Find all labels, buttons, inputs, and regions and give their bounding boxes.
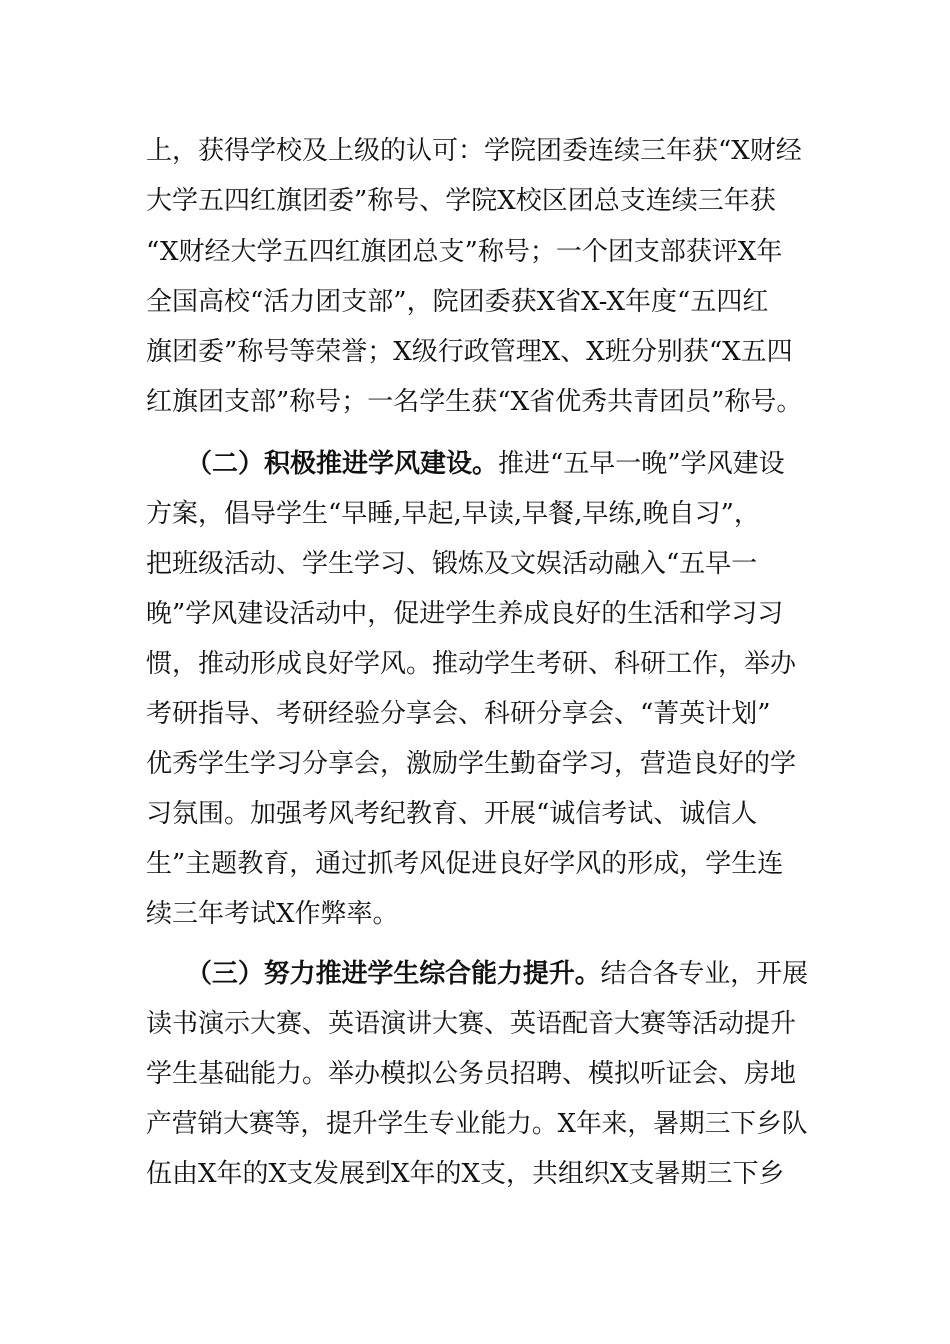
paragraph-first-line (186, 447, 785, 481)
text-line: 把班级活动、学生学习、锻炼及文娱活动融入“五早一 (146, 549, 758, 579)
text-line: 习氛围。加强考风考纪教育、开展“诚信考试、诚信人 (146, 799, 758, 829)
text-line: 生”主题教育，通过抓考风促进良好学风的形成，学生连 (146, 849, 784, 879)
text-line: 优秀学生学习分享会，激励学生勤奋学习，营造良好的学 (146, 749, 797, 779)
text-run: 推进“五早一晚”学风建设 (498, 449, 785, 479)
text-line: 大学五四红旗团委”称号、学院X校区团总支连续三年获 (146, 186, 776, 216)
text-run: 结合各专业，开展 (600, 959, 809, 989)
text-line: 产营销大赛等，提升学生专业能力。X年来，暑期三下乡队 (146, 1109, 808, 1139)
section-heading: （三）努力推进学生综合能力提升。 (186, 959, 601, 989)
text-line: 全国高校“活力团支部”，院团委获X省X-X年度“五四红 (146, 287, 769, 317)
text-line: 续三年考试X作弊率。 (146, 899, 399, 929)
text-line: 读书演示大赛、英语演讲大赛、英语配音大赛等活动提升 (146, 1009, 797, 1039)
section-heading: （二）积极推进学风建设。 (186, 449, 499, 479)
text-line: 惯，推动形成良好学风。推动学生考研、科研工作，举办 (146, 649, 797, 679)
text-line: “X财经大学五四红旗团总支”称号；一个团支部获评X年 (146, 237, 783, 267)
text-line: 方案，倡导学生“早睡,早起,早读,早餐,早练,晚自习”， (146, 499, 760, 529)
text-line: 伍由X年的X支发展到X年的X支，共组织X支暑期三下乡 (146, 1159, 785, 1189)
text-line: 考研指导、考研经验分享会、科研分享会、“菁英计划” (146, 699, 771, 729)
text-line: 红旗团支部”称号；一名学生获“X省优秀共青团员”称号。 (146, 387, 803, 417)
paragraph-first-line (186, 957, 808, 991)
text-line: 上，获得学校及上级的认可：学院团委连续三年获“X财经 (146, 136, 802, 166)
text-line: 学生基础能力。举办模拟公务员招聘、模拟听证会、房地 (146, 1059, 797, 1089)
text-line: 旗团委”称号等荣誉；X级行政管理X、X班分别获“X五四 (146, 337, 793, 367)
text-line: 晚”学风建设活动中，促进学生养成良好的生活和学习习 (146, 599, 784, 629)
